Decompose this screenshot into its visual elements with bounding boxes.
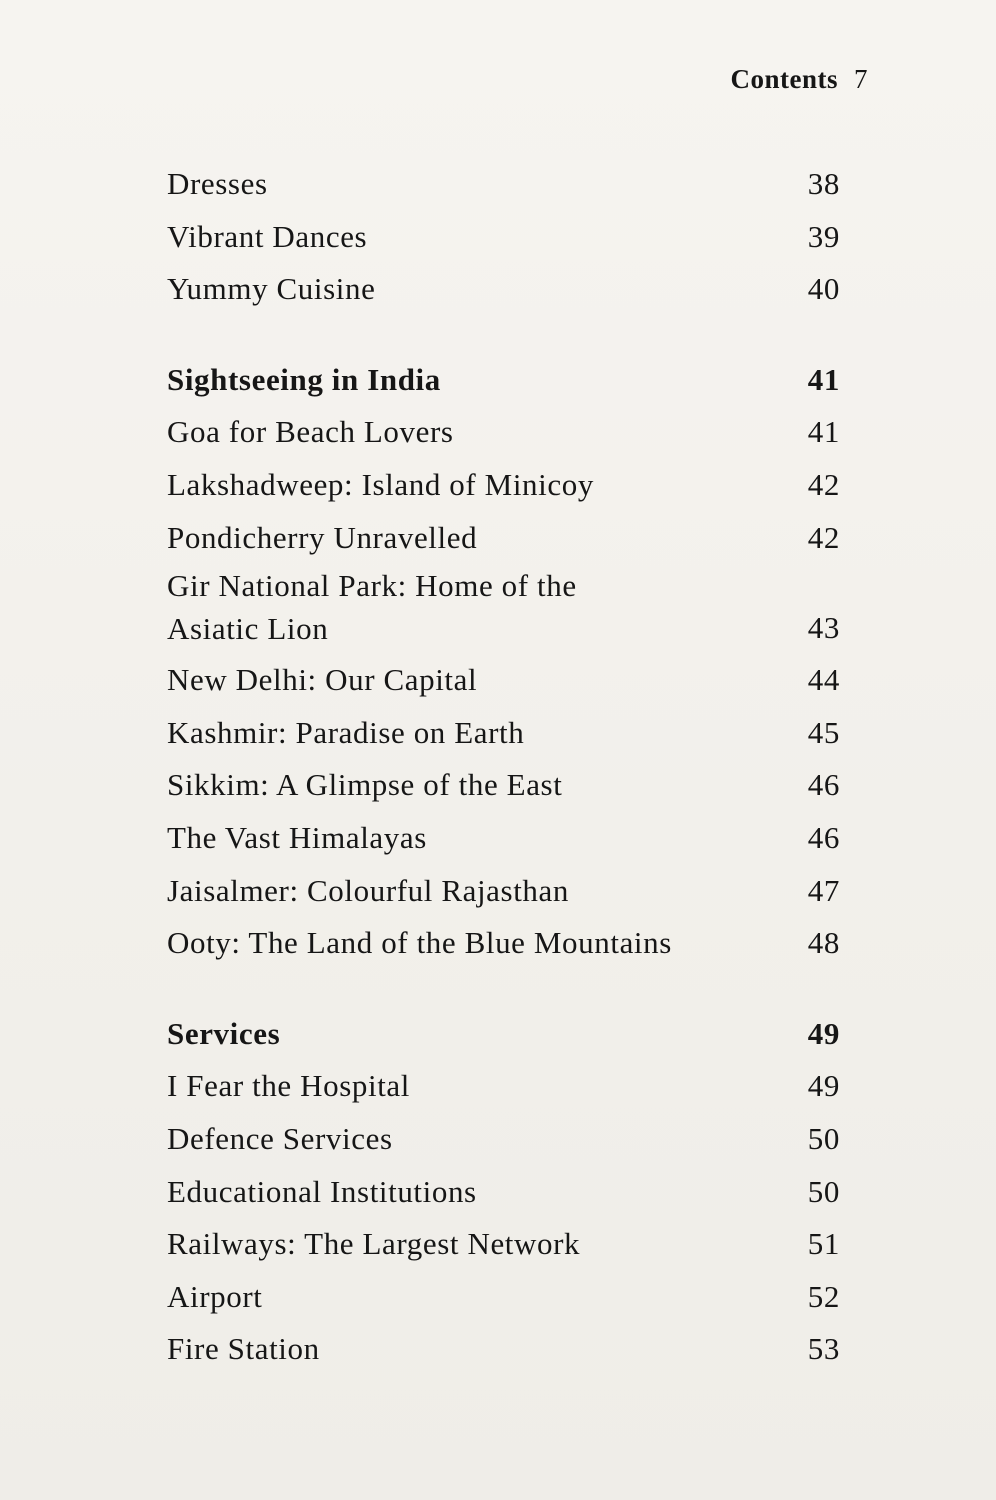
- entry-title: Dresses: [167, 166, 268, 201]
- entry-title: Fire Station: [167, 1331, 320, 1367]
- entry-title: Airport: [167, 1278, 263, 1314]
- toc-entry: [167, 1060, 840, 1113]
- toc-entry: [167, 211, 840, 264]
- toc-entry: [167, 707, 840, 760]
- section-heading-title: Services: [167, 1015, 281, 1051]
- toc-section-heading: [167, 1008, 840, 1061]
- toc-entry: [167, 812, 840, 865]
- toc-section: [167, 354, 840, 970]
- entry-title: Defence Services: [167, 1120, 393, 1156]
- entry-page-number: 38: [807, 166, 840, 201]
- toc-entry: [167, 1271, 840, 1324]
- toc-section: [167, 1008, 840, 1376]
- entry-title: Kashmir: Paradise on Earth: [167, 714, 525, 750]
- toc-entry: [167, 759, 840, 812]
- entry-title: Vibrant Dances: [167, 218, 368, 254]
- header-page-number: 7: [854, 64, 868, 94]
- entry-title: The Vast Himalayas: [167, 819, 427, 855]
- toc-entry: [167, 263, 840, 316]
- entry-title: Railways: The Largest Network: [167, 1226, 581, 1262]
- section-heading-page: 49: [807, 1015, 840, 1051]
- toc-entry: [167, 512, 840, 565]
- entry-page-number: 39: [807, 218, 840, 254]
- toc-entry: [167, 1323, 840, 1376]
- toc-entry: [167, 1166, 840, 1219]
- running-header: [730, 64, 868, 95]
- entry-title: Gir National Park: Home of the Asiatic Lion: [167, 568, 577, 647]
- entry-page-number: 49: [807, 1068, 840, 1104]
- toc-entry: [167, 654, 840, 707]
- entry-page-number: 50: [807, 1173, 840, 1209]
- entry-title: Lakshadweep: Island of Minicoy: [167, 466, 594, 502]
- entry-title: Jaisalmer: Colourful Rajasthan: [167, 872, 569, 908]
- toc-section-heading: [167, 354, 840, 407]
- entry-page-number: 45: [807, 714, 840, 750]
- entry-page-number: 51: [807, 1226, 840, 1262]
- entry-page-number: 46: [807, 819, 840, 855]
- entry-page-number: 46: [807, 767, 840, 803]
- section-heading-title: Sightseeing in India: [167, 361, 441, 397]
- entry-title: Ooty: The Land of the Blue Mountains: [167, 925, 672, 961]
- toc-entry: [167, 1113, 840, 1166]
- toc-entry: [167, 865, 840, 918]
- entry-title: New Delhi: Our Capital: [167, 662, 478, 698]
- toc-entry: [167, 1218, 840, 1271]
- entry-page-number: 48: [807, 925, 840, 961]
- entry-page-number: 50: [807, 1120, 840, 1156]
- entry-page-number: 40: [807, 271, 840, 307]
- entry-title: I Fear the Hospital: [167, 1068, 410, 1104]
- entry-page-number: 53: [807, 1331, 840, 1367]
- entry-page-number: 43: [807, 609, 840, 645]
- toc-entry: [167, 917, 840, 970]
- table-of-contents: [167, 158, 840, 1414]
- toc-entry: [167, 459, 840, 512]
- header-label: Contents: [730, 64, 838, 94]
- entry-title: Educational Institutions: [167, 1173, 477, 1209]
- entry-title: Sikkim: A Glimpse of the East: [167, 767, 563, 803]
- entry-page-number: 41: [807, 414, 840, 450]
- entry-title: Goa for Beach Lovers: [167, 414, 454, 450]
- entry-page-number: 42: [807, 466, 840, 502]
- toc-entry: [167, 406, 840, 459]
- entry-page-number: 44: [807, 662, 840, 698]
- entry-title: Pondicherry Unravelled: [167, 519, 478, 555]
- section-heading-page: 41: [807, 361, 840, 397]
- entry-page-number: 47: [807, 872, 840, 908]
- entry-title: Yummy Cuisine: [167, 271, 376, 307]
- toc-entry: [167, 564, 840, 654]
- entry-page-number: 42: [807, 519, 840, 555]
- entry-page-number: 52: [807, 1278, 840, 1314]
- toc-section: [167, 158, 840, 316]
- toc-entry: [167, 158, 840, 211]
